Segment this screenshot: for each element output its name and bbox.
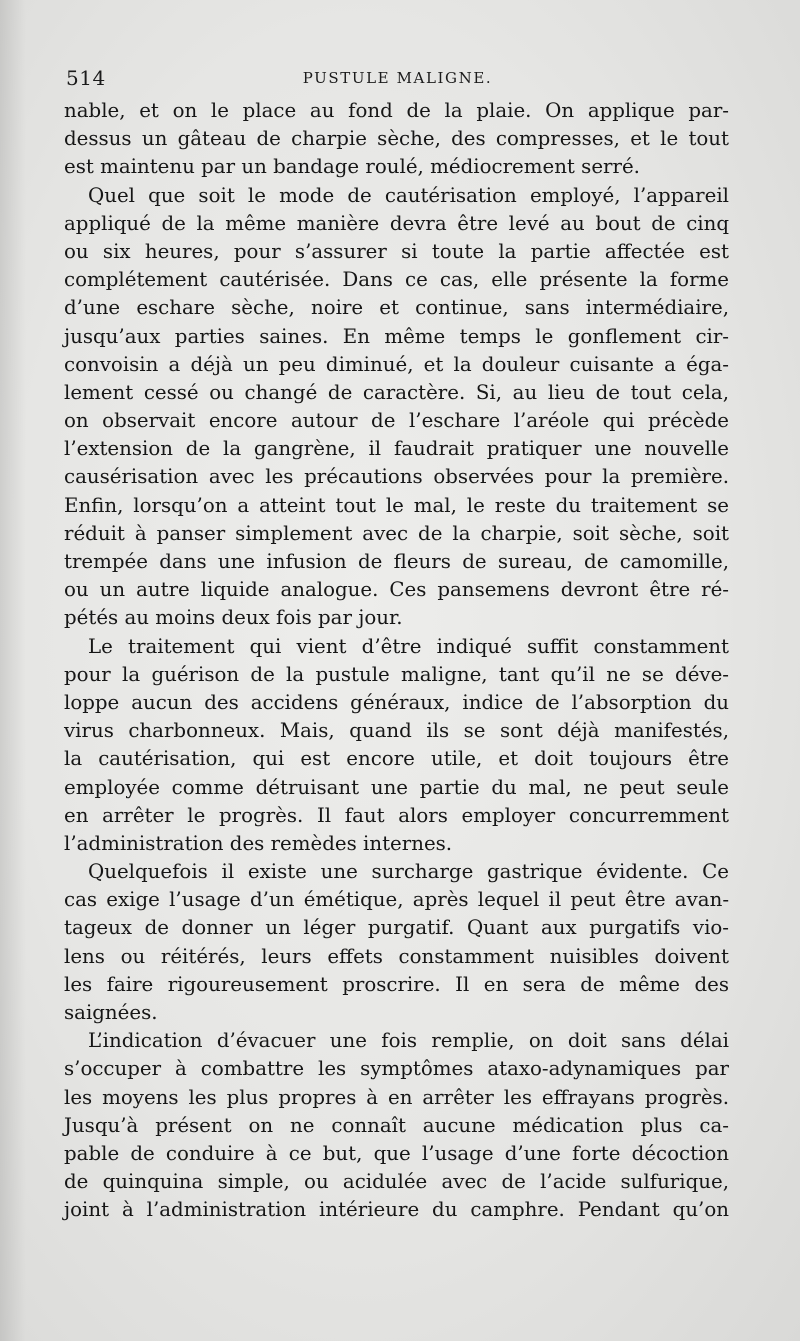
text-line: lement cessé ou changé de caractère. Si, au lieu de tout cela, [64, 380, 729, 404]
running-head [66, 66, 729, 90]
text-line: on observait encore autour de l’eschare l’aréole qui précède [64, 409, 729, 433]
text-line: la cautérisation, qui est encore utile, et doit toujours être [64, 747, 729, 771]
text-line: pétés au moins deux fois par jour. [64, 606, 403, 630]
text-line: ou six heures, pour s’assurer si toute la partie affectée est [64, 239, 729, 263]
text-line: les moyens les plus propres à en arrêter les effrayans progrès. [64, 1085, 729, 1109]
text-line: employée comme détruisant une partie du mal, ne peut seule [64, 775, 729, 799]
text-line: L’indication d’évacuer une fois remplie, on doit sans délai [88, 1029, 729, 1053]
text-line: appliqué de la même manière devra être levé au bout de cinq [64, 211, 729, 235]
paragraph [64, 97, 729, 182]
body-text [64, 97, 729, 1225]
text-line: convoisin a déjà un peu diminué, et la douleur cuisante a éga- [64, 352, 729, 376]
text-line: est maintenu par un bandage roulé, médiocrement serré. [64, 155, 640, 179]
text-line: causérisation avec les précautions observées pour la première. [64, 465, 729, 489]
text-line: jusqu’aux parties saines. En même temps le gonflement cir- [64, 324, 729, 348]
paragraph [64, 182, 729, 633]
text-line: tageux de donner un léger purgatif. Quant aux purgatifs vio- [64, 916, 729, 940]
text-line: loppe aucun des accidens généraux, indice de l’absorption du [64, 690, 729, 714]
paragraph [64, 1027, 729, 1224]
text-line: Le traitement qui vient d’être indiqué suffit constamment [88, 634, 729, 658]
text-line: d’une eschare sèche, noire et continue, sans intermédiaire, [64, 296, 729, 320]
text-line: de quinquina simple, ou acidulée avec de l’acide sulfurique, [64, 1170, 729, 1194]
text-line: nable, et on le place au fond de la plaie. On applique par- [64, 99, 729, 122]
text-line: s’occuper à combattre les symptômes ataxo-adynamiques par [64, 1057, 729, 1081]
text-line: trempée dans une infusion de fleurs de sureau, de camomille, [64, 550, 729, 573]
text-line: dessus un gâteau de charpie sèche, des compresses, et le tout [64, 127, 729, 151]
text-line: cas exige l’usage d’un émétique, après lequel il peut être avan- [64, 888, 729, 912]
text-line: pour la guérison de la pustule maligne, tant qu’il ne se déve- [64, 662, 729, 686]
text-line: l’extension de la gangrène, il faudrait pratiquer une nouvelle [64, 437, 729, 461]
text-line: virus charbonneux. Mais, quand ils se sont déjà manifestés, [64, 719, 729, 743]
text-line: ou un autre liquide analogue. Ces pansemens devront être ré- [64, 578, 729, 602]
paragraph [64, 633, 729, 859]
text-line: saignées. [64, 1001, 158, 1024]
text-line: pable de conduire à ce but, que l’usage d’une forte décoction [64, 1141, 729, 1165]
text-line: réduit à panser simplement avec de la charpie, soit sèche, soit [64, 521, 729, 545]
paragraph [64, 858, 729, 1027]
text-line: lens ou réitérés, leurs effets constamment nuisibles doivent [64, 944, 729, 968]
text-line: complétement cautérisée. Dans ce cas, elle présente la forme [64, 268, 729, 292]
text-line: en arrêter le progrès. Il faut alors employer concurremment [64, 803, 729, 827]
text-line: Quelquefois il existe une surcharge gastrique évidente. Ce [88, 860, 729, 884]
text-line: Jusqu’à présent on ne connaît aucune médication plus ca- [64, 1113, 729, 1137]
page-number: 514 [66, 66, 106, 90]
text-line: Quel que soit le mode de cautérisation employé, l’appareil [88, 183, 729, 207]
text-line: joint à l’administration intérieure du camphre. Pendant qu’on [64, 1198, 729, 1222]
page-gutter-shadow [0, 0, 26, 1341]
text-line: les faire rigoureusement proscrire. Il en sera de même des [64, 972, 729, 996]
text-line: Enfin, lorsqu’on a atteint tout le mal, le reste du traitement se [64, 493, 729, 517]
text-line: l’administration des remèdes internes. [64, 831, 453, 855]
running-title: PUSTULE MALIGNE. [302, 69, 493, 87]
